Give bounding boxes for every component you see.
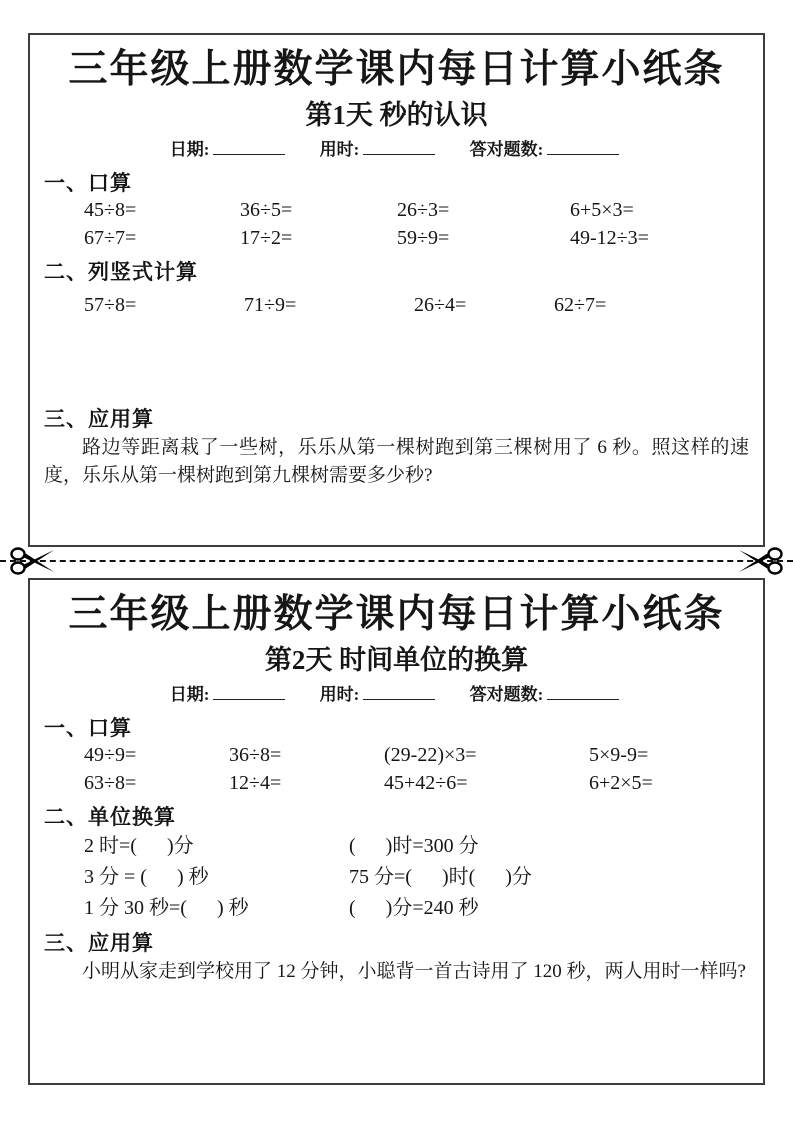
- math-problem: 26÷3=: [397, 199, 450, 221]
- oral-row: [30, 197, 763, 224]
- time-label: 用时:: [319, 140, 360, 159]
- time-blank: [363, 684, 435, 700]
- time-label: 用时:: [319, 685, 360, 704]
- page-title: 三年级上册数学课内每日计算小纸条: [68, 593, 725, 636]
- vertical-row: [30, 292, 763, 319]
- page-title: 三年级上册数学课内每日计算小纸条: [68, 48, 725, 91]
- unit-problem: 1 分 30 秒=( ) 秒: [84, 897, 249, 919]
- math-problem: 36÷8=: [229, 744, 282, 766]
- oral-row: [30, 225, 763, 252]
- day-subtitle: 第1天 秒的认识: [305, 100, 488, 130]
- math-problem: 5×9-9=: [589, 744, 649, 766]
- unit-problem: ( )时=300 分: [349, 835, 479, 857]
- score-label: 答对题数:: [469, 140, 544, 159]
- math-problem: 57÷8=: [84, 294, 137, 316]
- math-problem: 67÷7=: [84, 227, 137, 249]
- word-problem: 小明从家走到学校用了 12 分钟，小聪背一首古诗用了 120 秒，两人用时一样吗?: [82, 961, 746, 982]
- unit-problem: ( )分=240 秒: [349, 897, 479, 919]
- section-heading-word: 三、应用算: [44, 931, 154, 955]
- cut-dashed-line: [0, 560, 793, 562]
- scissors-icon: [8, 546, 56, 576]
- oral-row: [30, 742, 763, 769]
- math-problem: 12÷4=: [229, 772, 282, 794]
- meta-line: [30, 137, 763, 163]
- math-problem: 45÷8=: [84, 199, 137, 221]
- math-problem: 49-12÷3=: [570, 227, 649, 249]
- calculation-workspace: [30, 319, 763, 399]
- math-problem: (29-22)×3=: [384, 744, 477, 766]
- oral-row: [30, 770, 763, 797]
- date-blank: [213, 139, 285, 155]
- date-label: 日期:: [169, 685, 210, 704]
- section-heading-vertical: 二、列竖式计算: [44, 260, 198, 284]
- math-problem: 63÷8=: [84, 772, 137, 794]
- unit-problem: 2 时=( )分: [84, 835, 194, 857]
- math-problem: 26÷4=: [414, 294, 467, 316]
- score-blank: [547, 139, 619, 155]
- meta-line: [30, 682, 763, 708]
- score-blank: [547, 684, 619, 700]
- math-problem: 45+42÷6=: [384, 772, 468, 794]
- math-problem: 36÷5=: [240, 199, 293, 221]
- math-problem: 17÷2=: [240, 227, 293, 249]
- scissors-icon: [737, 546, 785, 576]
- math-problem: 6+2×5=: [589, 772, 653, 794]
- section-heading-unit: 二、单位换算: [44, 805, 176, 829]
- section-heading-oral: 一、口算: [44, 716, 132, 740]
- worksheet-slip-2: [28, 578, 765, 1085]
- time-blank: [363, 139, 435, 155]
- section-heading-word: 三、应用算: [44, 407, 154, 431]
- unit-row: [30, 893, 763, 923]
- section-heading-oral: 一、口算: [44, 171, 132, 195]
- worksheet-slip-1: [28, 33, 765, 547]
- date-label: 日期:: [169, 140, 210, 159]
- math-problem: 59÷9=: [397, 227, 450, 249]
- math-problem: 71÷9=: [244, 294, 297, 316]
- day-subtitle: 第2天 时间单位的换算: [264, 645, 529, 675]
- unit-row: [30, 862, 763, 892]
- math-problem: 62÷7=: [554, 294, 607, 316]
- unit-row: [30, 831, 763, 861]
- unit-problem: 75 分=( )时( )分: [349, 866, 532, 888]
- math-problem: 6+5×3=: [570, 199, 634, 221]
- date-blank: [213, 684, 285, 700]
- word-problem: 路边等距离栽了一些树，乐乐从第一棵树跑到第三棵树用了 6 秒。照这样的速度，乐乐从第一棵树跑到第九棵树需要多少秒?: [44, 437, 749, 486]
- math-problem: 49÷9=: [84, 744, 137, 766]
- unit-problem: 3 分 = ( ) 秒: [84, 866, 209, 888]
- score-label: 答对题数:: [469, 685, 544, 704]
